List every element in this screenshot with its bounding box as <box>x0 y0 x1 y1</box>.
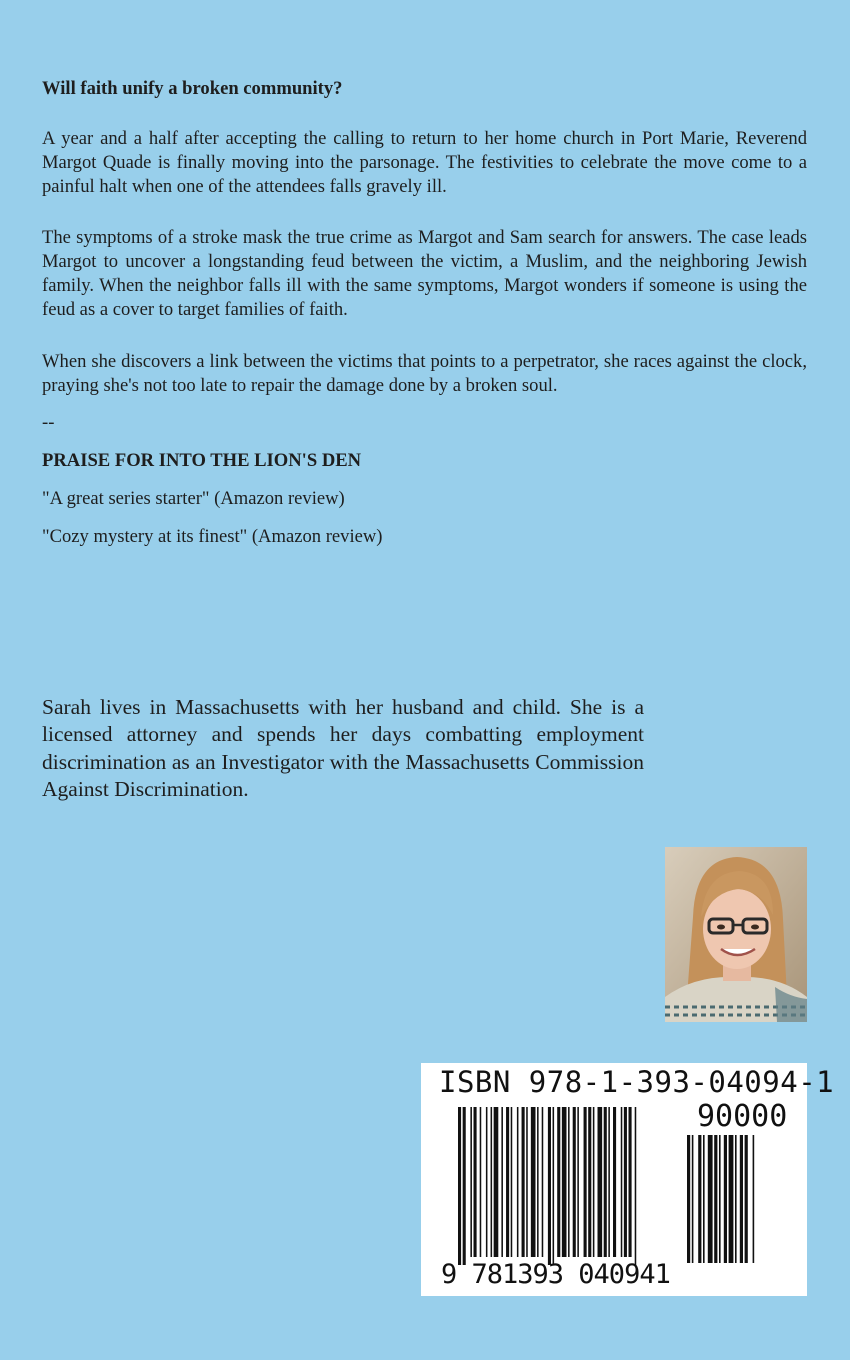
blurb-paragraph: The symptoms of a stroke mask the true crime as Margot and Sam search for answers. The case leads Margot to uncover a longstanding feud between the victim, a Muslim, and the neighboring Jewish family. When the neighbor falls ill with the same symptoms, Margot wonders if someone is using the feud as a cover to target families of faith. <box>42 227 807 320</box>
author-portrait-illustration <box>665 847 807 1022</box>
blurb-paragraph: A year and a half after accepting the calling to return to her home church in Port Marie, Reverend Margot Quade is finally moving into the parsonage. The festivities to celebrate the move come to a painful halt when one of the attendees falls gravely ill. <box>42 128 807 197</box>
praise-title: PRAISE FOR INTO THE LION'S DEN <box>42 450 362 471</box>
section-separator: -- <box>42 412 55 433</box>
review-quote: "A great series starter" (Amazon review) <box>42 488 345 509</box>
price-code: 90000 <box>697 1099 788 1134</box>
back-cover-blurb <box>42 77 807 549</box>
author-bio: Sarah lives in Massachusetts with her husband and child. She is a licensed attorney and spends her days combatting employment discrimination as an Investigator with the Massachusetts Commission Against Discrimination. <box>42 695 644 801</box>
isbn-barcode <box>421 1063 835 1296</box>
review-quote: "Cozy mystery at its finest" (Amazon review) <box>42 526 383 547</box>
author-photo <box>665 847 807 1022</box>
blurb-paragraph: When she discovers a link between the victims that points to a perpetrator, she races against the clock, praying she's not too late to repair the damage done by a broken soul. <box>42 351 807 396</box>
isbn-label: ISBN 978-1-393-04094-1 <box>439 1065 835 1099</box>
ean-digits: 9 781393 040941 <box>441 1259 670 1290</box>
blurb-heading: Will faith unify a broken community? <box>42 78 343 99</box>
